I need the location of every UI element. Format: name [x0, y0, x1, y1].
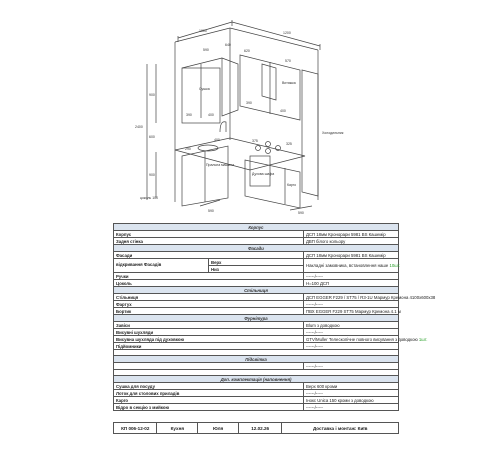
spec-value: ------/-----: [304, 404, 399, 411]
section-header-worktop: [114, 287, 399, 294]
spec-value: Blum з доводкою: [304, 322, 399, 329]
section-title: Фасади: [114, 245, 399, 252]
spec-value: ------/-----: [304, 273, 399, 280]
spec-row-cargo: [114, 397, 399, 404]
order-type: Кухня: [157, 423, 198, 434]
spec-row-fasady: [114, 252, 399, 259]
dim-top-right: 1200: [283, 31, 291, 35]
spec-row-oven-drawer: [114, 336, 399, 343]
section-header-fasady: [114, 245, 399, 252]
spec-row-handles: [114, 273, 399, 280]
spec-value: ДСП 18мм Кронорари 5981 BS Кашемір: [304, 252, 399, 259]
spec-value: ДСП 18мм Кронорари 5981 BS Кашемір: [304, 231, 399, 238]
spec-value: ------/-----: [304, 301, 399, 308]
footer-table: [113, 422, 399, 434]
spec-label: Фартух: [114, 301, 304, 308]
dim-top-left: 1000: [199, 29, 207, 33]
spec-label: Фасади: [114, 252, 304, 259]
spec-value: ------/-----: [304, 390, 399, 397]
spec-row-bin: [114, 404, 399, 411]
dim-upper-height: 900: [149, 93, 155, 97]
dim-lower-3: 375: [252, 139, 258, 143]
spec-row-drawers: [114, 329, 399, 336]
dim-corner-4: 570: [285, 59, 291, 63]
spec-row-plinth: [114, 280, 399, 287]
spec-label: Висувні шухляди: [114, 329, 304, 336]
client-name: Юля: [198, 423, 239, 434]
section-header-lighting: [114, 356, 399, 363]
kitchen-drawing: [0, 0, 500, 215]
spec-row-cutlery-tray: [114, 390, 399, 397]
dim-lower-5: 590: [208, 209, 214, 213]
spec-value: ПВХ EGGER F229 ST75 Мармур Кремона 4.1 м: [304, 308, 399, 315]
section-header-korpus: [114, 224, 399, 231]
spec-row-worktop: [114, 294, 399, 301]
spec-row-lifts: [114, 343, 399, 350]
spec-label: Підйомники: [114, 343, 304, 350]
section-title: Стільниця: [114, 287, 399, 294]
delivery-info: Доставка і монтаж: Київ: [282, 423, 399, 434]
spec-label: Задня стінка: [114, 238, 304, 245]
dim-lower-4: 325: [286, 142, 292, 146]
spec-row-back: [114, 238, 399, 245]
spec-value: [304, 259, 399, 273]
section-title: Доп. комплектація (наповнення): [114, 376, 399, 383]
spec-label: Карго: [114, 397, 304, 404]
spec-label: Бортик: [114, 308, 304, 315]
label-hood: Витяжка: [282, 81, 296, 85]
spec-value: Iнокс Unica 150 кроми з доводкою: [304, 397, 399, 404]
spec-value: ДВП білого кольору: [304, 238, 399, 245]
order-date: 12.02.26: [238, 423, 281, 434]
spec-row-opening-top: [114, 259, 399, 266]
label-dryer: Сушка: [199, 87, 210, 91]
dim-upper-1: 390: [186, 113, 192, 117]
spec-row-lighting: [114, 363, 399, 370]
spec-row-korpus: [114, 231, 399, 238]
dim-upper-2: 400: [208, 113, 214, 117]
spec-row-dish-rack: [114, 383, 399, 390]
spec-row-apron: [114, 301, 399, 308]
spec-label: Стільниця: [114, 294, 304, 301]
spec-row-hinges: [114, 322, 399, 329]
spec-value: Верх 600 кроми: [304, 383, 399, 390]
section-title: Корпус: [114, 224, 399, 231]
dim-lower-2: 400: [214, 138, 220, 142]
spec-label: Лоток для столових приладів: [114, 390, 304, 397]
dim-left-height: 2400: [135, 125, 143, 129]
label-cargo: Карго: [287, 183, 297, 187]
spec-value: Н=100 ДСП: [304, 280, 399, 287]
spec-row-edge: [114, 308, 399, 315]
footer-row: [114, 423, 399, 434]
dim-corner-3: 620: [244, 49, 250, 53]
oven-drawer-count: 1шт.: [418, 336, 428, 342]
spec-value: [304, 336, 428, 343]
spec-label: Завіси: [114, 322, 304, 329]
spec-sublabel: Низ: [209, 266, 304, 273]
spec-label: Відро в секцію з мийкою: [114, 404, 304, 411]
spec-table: [113, 223, 436, 411]
section-header-extra: [114, 376, 399, 383]
opening-note: Накладні замовника, встановлення наше: [306, 263, 390, 268]
dim-lower-1: 290: [185, 147, 191, 151]
spec-label: Корпус: [114, 231, 304, 238]
dim-plinth: цоколь 100: [140, 196, 159, 200]
order-code: КП 006-12-02: [114, 423, 157, 434]
dim-upper-3: 390: [246, 101, 252, 105]
spec-label: Сушка для посуду: [114, 383, 304, 390]
dim-corner-2: 640: [225, 43, 231, 47]
section-header-hardware: [114, 315, 399, 322]
spec-label: Цоколь: [114, 280, 304, 287]
spec-sublabel: Верх: [209, 259, 304, 266]
opening-count: 10шт.: [389, 263, 401, 268]
label-fridge: Холодильник: [322, 131, 344, 135]
dim-corner-1: 590: [203, 48, 209, 52]
spec-label: відкривання Фасадів: [114, 259, 209, 273]
label-oven: Духова шафа: [252, 172, 275, 176]
dim-upper-4: 400: [280, 109, 286, 113]
section-title: Підсвітка: [114, 356, 399, 363]
oven-drawer-value: GTV/Muller Телескопічне повного висування з доводкою: [306, 336, 419, 342]
spec-value: ------/-----: [304, 343, 399, 350]
spec-value: ------/-----: [304, 363, 399, 370]
label-washer: Пральна машина: [206, 163, 235, 167]
spec-value: ------/-----: [304, 329, 399, 336]
spec-label: Висувна шухляда під духовкою: [114, 336, 304, 343]
dim-gap-height: 600: [149, 135, 155, 139]
dim-lower-height: 900: [149, 173, 155, 177]
spec-value: ДСП EGGER F229 / ST75 / R3-1U Мармур Кремона 4100х600х38: [304, 294, 399, 301]
dim-lower-6: 590: [298, 211, 304, 215]
spec-label: Ручки: [114, 273, 304, 280]
section-title: Фурнітура: [114, 315, 399, 322]
